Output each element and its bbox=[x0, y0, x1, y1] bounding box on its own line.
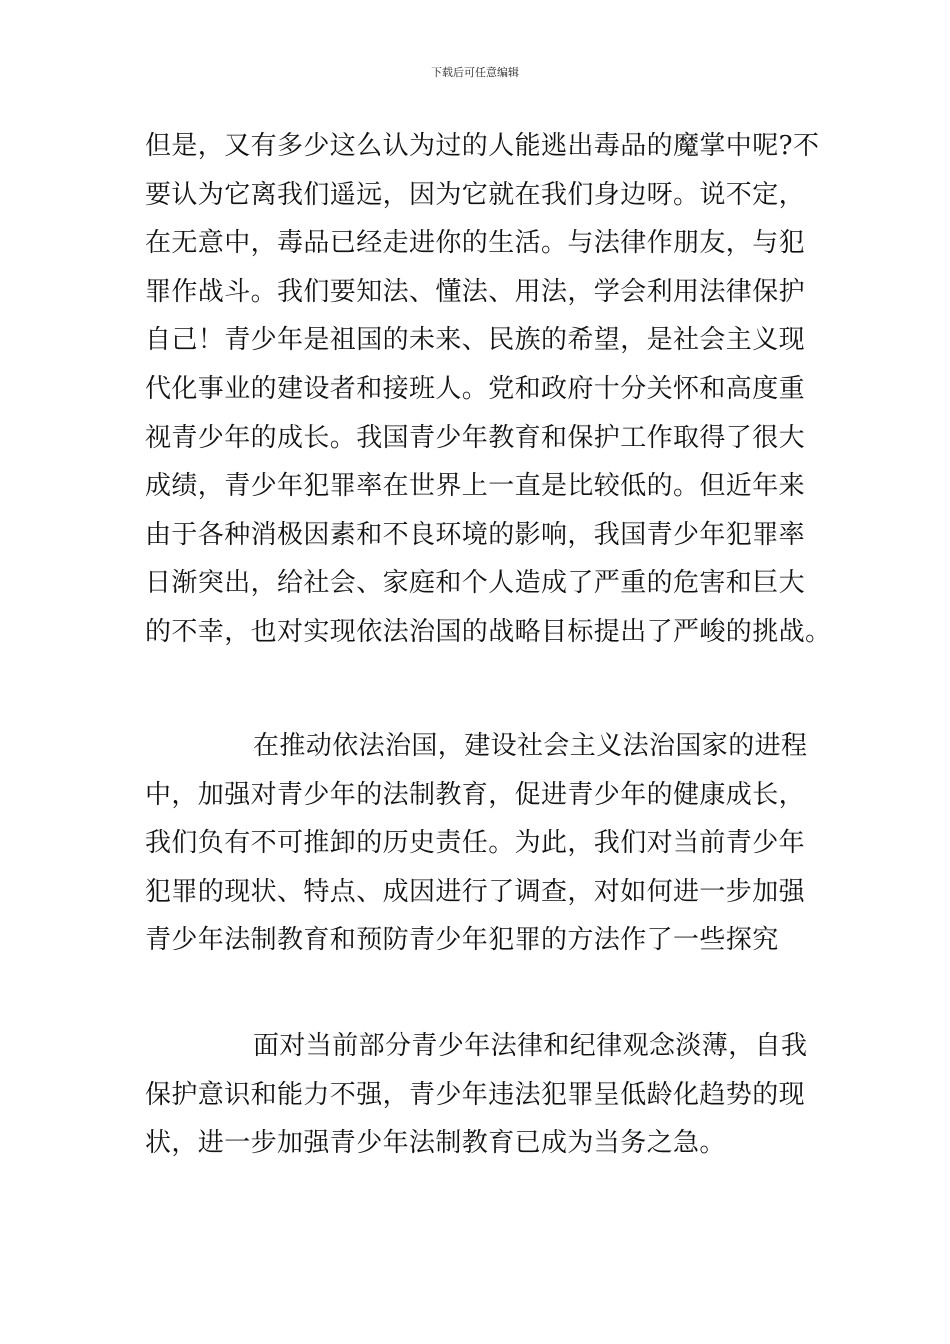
text-line: 自己！青少年是祖国的未来、民族的希望，是社会主义现 bbox=[145, 325, 806, 356]
text-line: 视青少年的成长。我国青少年教育和保护工作取得了很大 bbox=[145, 422, 806, 453]
paragraph-legal-education bbox=[145, 722, 809, 965]
text-line: 由于各种消极因素和不良环境的影响，我国青少年犯罪率 bbox=[145, 519, 806, 550]
text-line: 犯罪的现状、特点、成因进行了调查，对如何进一步加强 bbox=[145, 876, 806, 907]
text-line: 代化事业的建设者和接班人。党和政府十分关怀和高度重 bbox=[145, 373, 806, 404]
text-line: 的不幸，也对实现依法治国的战略目标提出了严峻的挑战。 bbox=[145, 616, 832, 647]
text-line: 中，加强对青少年的法制教育，促进青少年的健康成长， bbox=[145, 779, 806, 810]
text-line: 成绩，青少年犯罪率在世界上一直是比较低的。但近年来 bbox=[145, 471, 806, 502]
text-line: 但是，又有多少这么认为过的人能逃出毒品的魔掌中呢?不 bbox=[145, 131, 820, 161]
paragraph-drug-warning bbox=[145, 122, 832, 657]
page-header-note: 下载后可任意编辑 bbox=[431, 66, 519, 79]
text-line: 在无意中，毒品已经走进你的生活。与法律作朋友，与犯 bbox=[145, 228, 806, 259]
text-line: 我们负有不可推卸的历史责任。为此，我们对当前青少年 bbox=[145, 828, 806, 859]
text-line: 保护意识和能力不强，青少年违法犯罪呈低龄化趋势的现 bbox=[145, 1079, 806, 1110]
text-line: 要认为它离我们遥远，因为它就在我们身边呀。说不定， bbox=[145, 179, 806, 210]
text-line: 日渐突出，给社会、家庭和个人造成了严重的危害和巨大 bbox=[145, 568, 806, 599]
paragraph-urgency bbox=[145, 1022, 809, 1168]
text-line: 面对当前部分青少年法律和纪律观念淡薄，自我 bbox=[253, 1031, 808, 1061]
text-line: 在推动依法治国，建设社会主义法治国家的进程 bbox=[253, 731, 808, 761]
text-line: 状，进一步加强青少年法制教育已成为当务之急。 bbox=[145, 1128, 726, 1159]
text-line: 青少年法制教育和预防青少年犯罪的方法作了一些探究 bbox=[145, 925, 779, 956]
text-line: 罪作战斗。我们要知法、懂法、用法，学会利用法律保护 bbox=[145, 276, 806, 307]
